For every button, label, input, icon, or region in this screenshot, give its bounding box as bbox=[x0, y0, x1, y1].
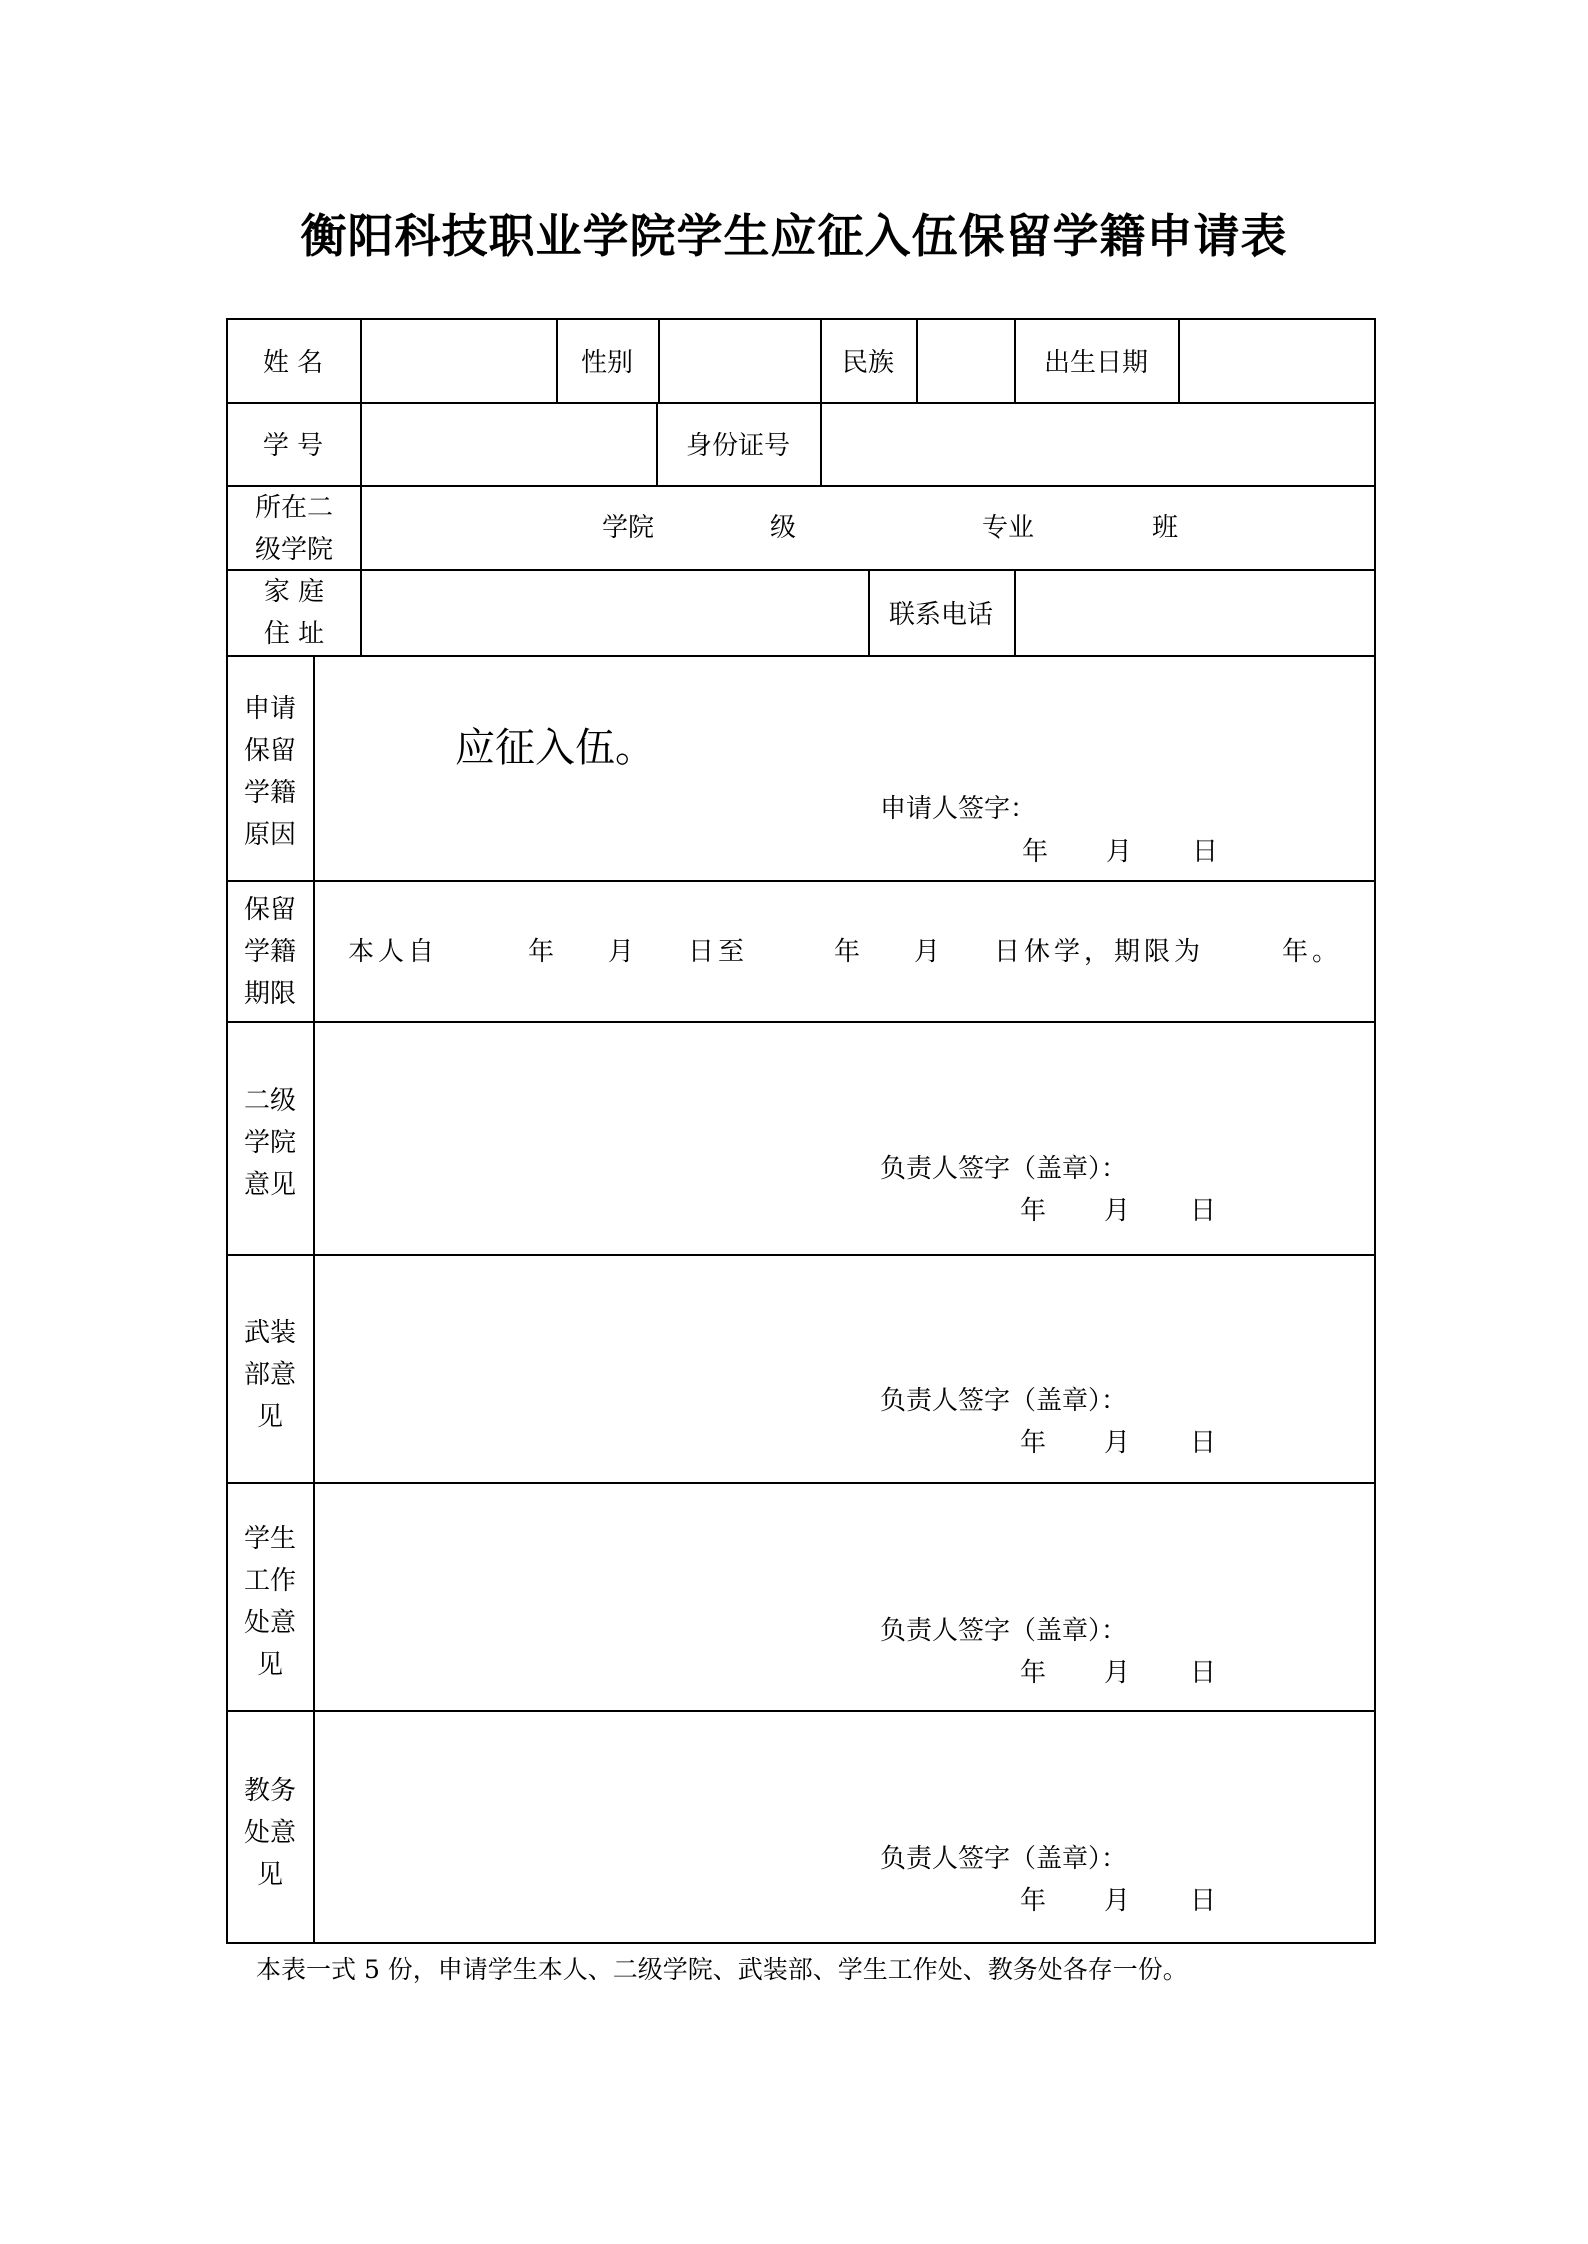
period-text-start: 本人自 bbox=[348, 937, 439, 967]
academic-affairs-signature-label: 负责人签字（盖章）： bbox=[880, 1844, 1128, 1874]
armed-forces-year: 年 bbox=[1020, 1428, 1047, 1458]
address-field[interactable] bbox=[362, 571, 866, 653]
armed-forces-day: 日 bbox=[1190, 1428, 1217, 1458]
row-divider bbox=[226, 1710, 1376, 1712]
row-divider bbox=[226, 880, 1376, 882]
academic-affairs-opinion-label: 教务 处意 见 bbox=[243, 1776, 296, 1890]
gender-label: 性别 bbox=[580, 347, 633, 378]
period-label: 保留 学籍 期限 bbox=[243, 895, 296, 1009]
major-suffix: 专业 bbox=[982, 513, 1035, 543]
period-start-month: 月 bbox=[608, 937, 635, 967]
reason-day: 日 bbox=[1192, 837, 1219, 867]
reason-label: 申请 保留 学籍 原因 bbox=[243, 694, 296, 850]
row-divider bbox=[226, 655, 1376, 657]
period-end-year: 年 bbox=[834, 937, 861, 967]
college-suffix: 学院 bbox=[602, 513, 655, 543]
student-affairs-signature-label: 负责人签字（盖章）： bbox=[880, 1616, 1128, 1646]
college-opinion-label: 二级 学院 意见 bbox=[243, 1086, 296, 1200]
row-divider bbox=[226, 1021, 1376, 1023]
ethnicity-label: 民族 bbox=[841, 347, 894, 378]
college-day: 日 bbox=[1190, 1196, 1217, 1226]
period-start-year: 年 bbox=[528, 937, 555, 967]
college-month: 月 bbox=[1104, 1196, 1131, 1226]
college-signature-label: 负责人签字（盖章）： bbox=[880, 1154, 1128, 1184]
id-card-label: 身份证号 bbox=[685, 431, 790, 461]
row-divider bbox=[226, 485, 1376, 487]
applicant-signature-label: 申请人签字： bbox=[880, 794, 1037, 824]
application-table bbox=[226, 318, 1376, 1944]
grade-suffix: 级 bbox=[770, 513, 797, 543]
birth-date-label: 出生日期 bbox=[1043, 347, 1148, 378]
phone-label: 联系电话 bbox=[888, 599, 993, 630]
period-duration-years: 年。 bbox=[1282, 937, 1343, 967]
ethnicity-field[interactable] bbox=[918, 320, 1012, 400]
birth-date-field[interactable] bbox=[1180, 320, 1374, 400]
student-affairs-day: 日 bbox=[1190, 1658, 1217, 1688]
student-id-label: 学 号 bbox=[262, 431, 324, 461]
row-divider bbox=[226, 1254, 1376, 1256]
reason-year: 年 bbox=[1022, 837, 1049, 867]
student-affairs-year: 年 bbox=[1020, 1658, 1047, 1688]
footer-note: 本表一式 5 份，申请学生本人、二级学院、武装部、学生工作处、教务处各存一份。 bbox=[256, 1955, 1188, 1984]
college-year: 年 bbox=[1020, 1196, 1047, 1226]
name-label: 姓 名 bbox=[262, 347, 324, 378]
academic-affairs-day: 日 bbox=[1190, 1886, 1217, 1916]
address-label: 家 庭 住 址 bbox=[263, 577, 325, 649]
period-start-day: 日至 bbox=[688, 937, 749, 967]
armed-forces-signature-label: 负责人签字（盖章）： bbox=[880, 1386, 1128, 1416]
id-card-field[interactable] bbox=[822, 404, 1374, 483]
reason-month: 月 bbox=[1106, 837, 1133, 867]
college-label: 所在二 级学院 bbox=[254, 493, 333, 565]
row-divider bbox=[226, 1482, 1376, 1484]
student-affairs-opinion-label: 学生 工作 处意 见 bbox=[243, 1524, 296, 1680]
gender-field[interactable] bbox=[660, 320, 818, 400]
armed-forces-opinion-label: 武装 部意 见 bbox=[243, 1318, 296, 1432]
academic-affairs-month: 月 bbox=[1104, 1886, 1131, 1916]
armed-forces-month: 月 bbox=[1104, 1428, 1131, 1458]
period-end-month: 月 bbox=[914, 937, 941, 967]
academic-affairs-year: 年 bbox=[1020, 1886, 1047, 1916]
student-affairs-month: 月 bbox=[1104, 1658, 1131, 1688]
form-title: 衡阳科技职业学院学生应征入伍保留学籍申请表 bbox=[300, 209, 1288, 263]
student-id-field[interactable] bbox=[362, 404, 654, 483]
reason-text: 应征入伍。 bbox=[455, 725, 655, 771]
class-suffix: 班 bbox=[1152, 513, 1179, 543]
phone-field[interactable] bbox=[1016, 571, 1374, 653]
period-duration-text: 日休学，期限为 bbox=[994, 937, 1205, 967]
name-field[interactable] bbox=[362, 320, 554, 400]
